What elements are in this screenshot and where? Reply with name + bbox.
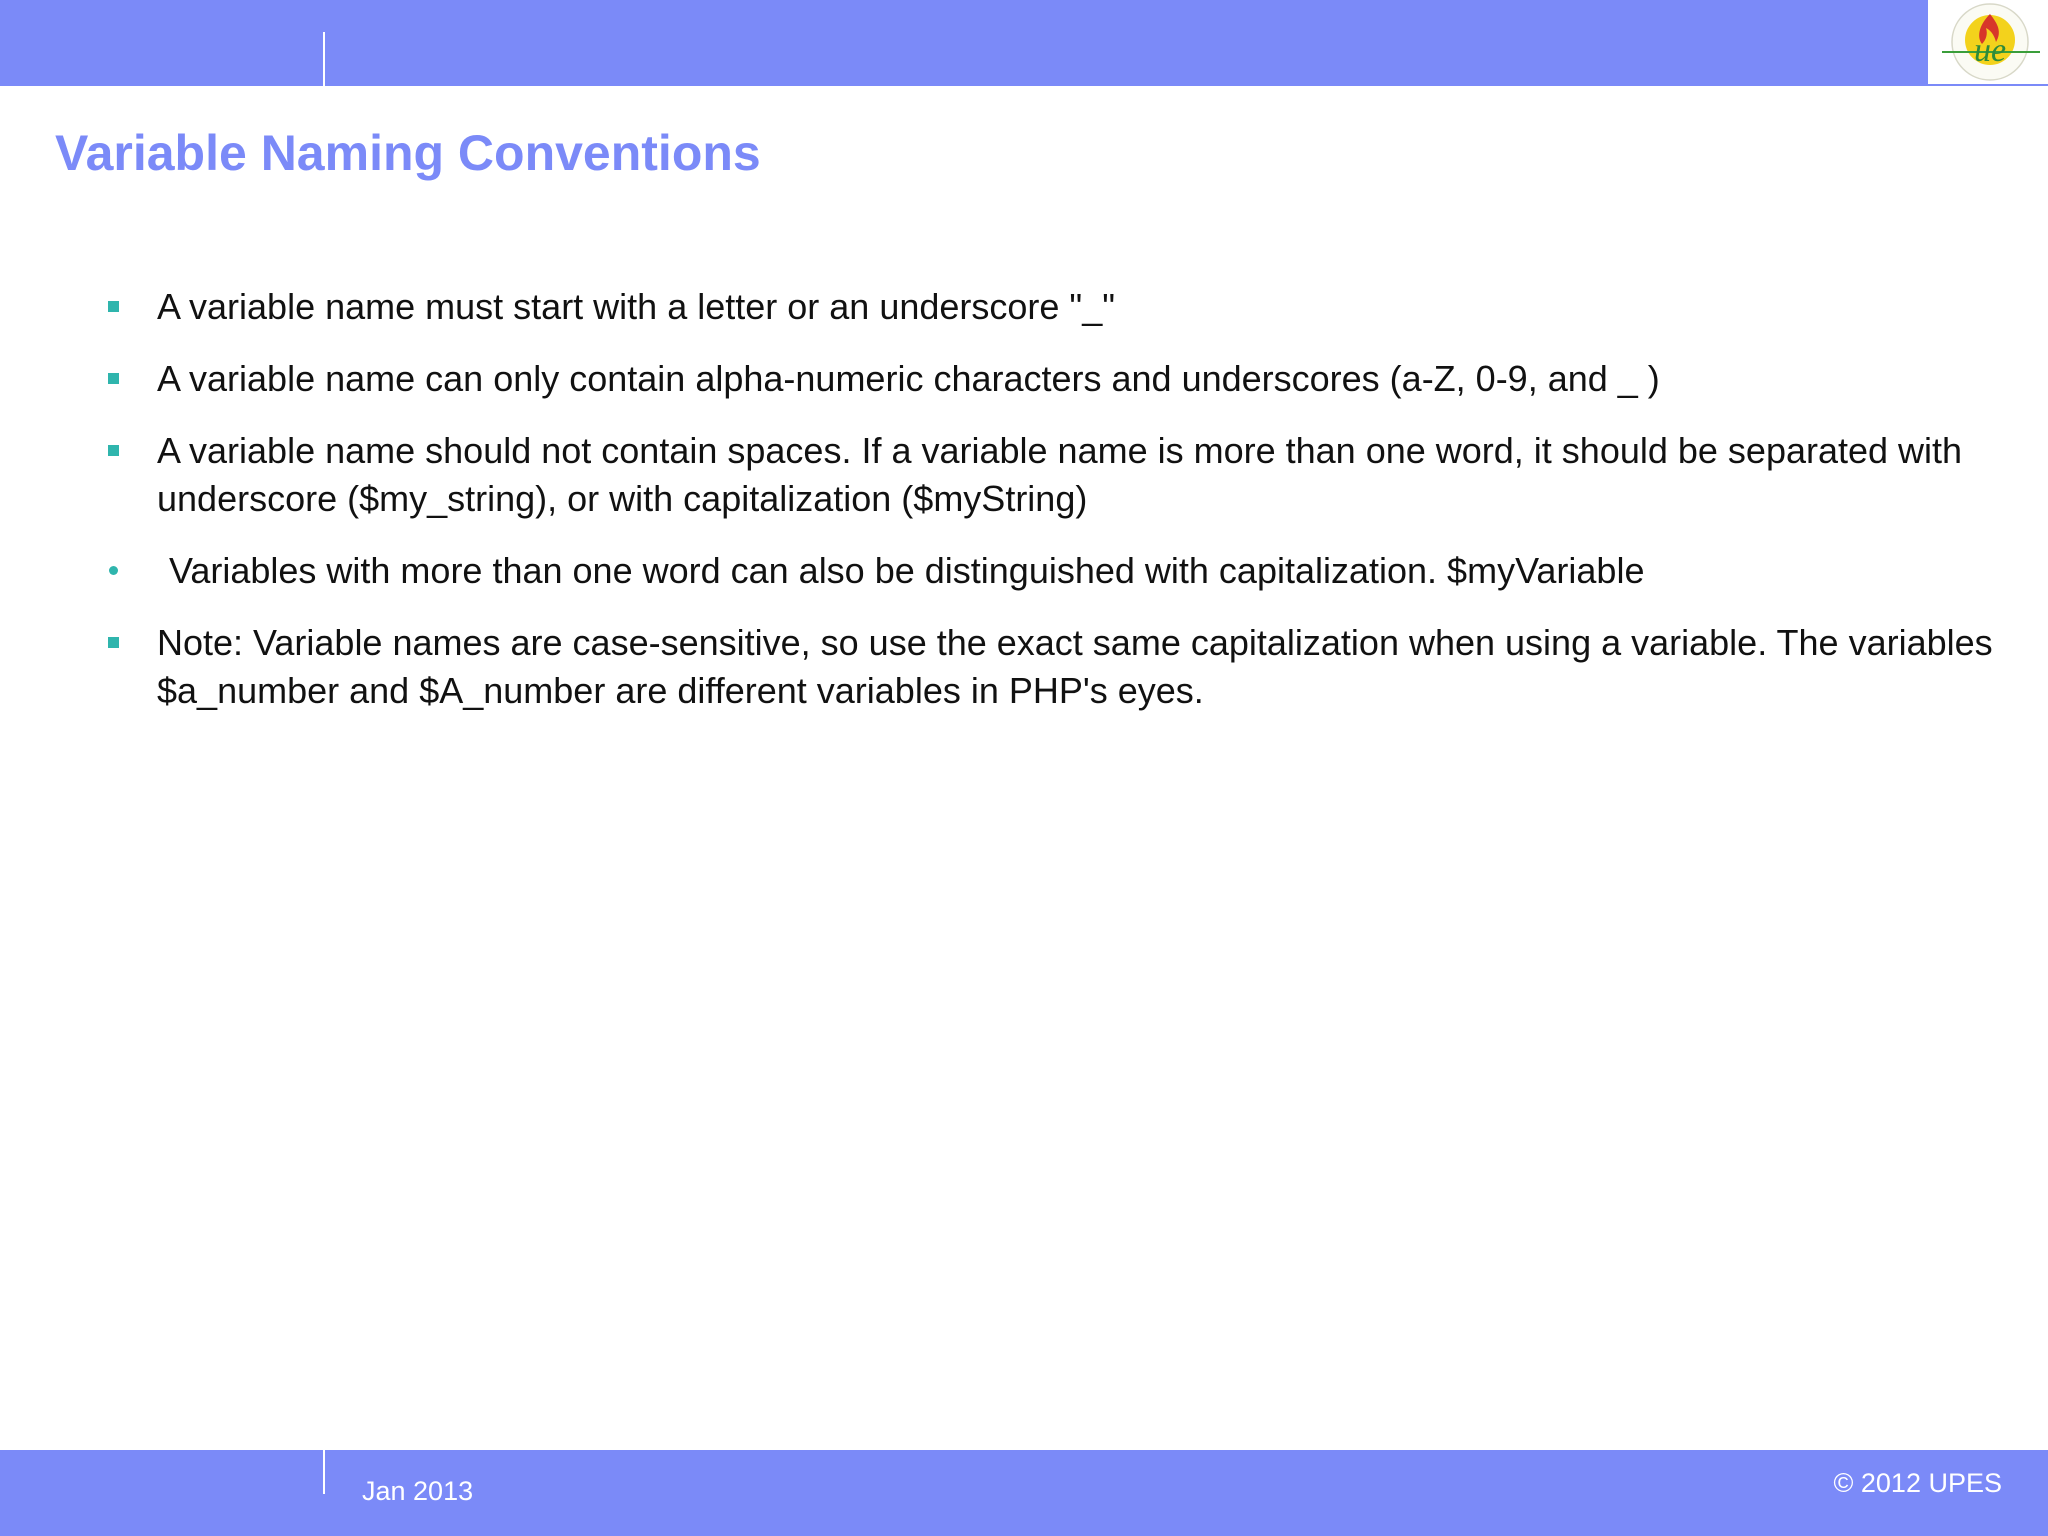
list-item	[100, 283, 2000, 331]
square-bullet-icon	[108, 445, 119, 456]
bullet-text: A variable name should not contain spaces. If a variable name is more than one word, it should be separated with underscore ($my_string), or with capitalization ($myString)	[157, 430, 1963, 519]
square-bullet-icon	[108, 373, 119, 384]
footer-copyright: © 2012 UPES	[1833, 1468, 2002, 1498]
list-item	[100, 619, 2000, 715]
footer-divider	[323, 1450, 325, 1494]
bullet-text: Note: Variable names are case-sensitive, so use the exact same capitalization when using a variable. The variables $a_number and $A_number are different variables in PHP's eyes.	[157, 622, 1993, 711]
square-bullet-icon	[108, 637, 119, 648]
list-item	[100, 427, 2000, 523]
bullet-text: A variable name must start with a letter or an underscore "_"	[157, 286, 1116, 327]
footer-band	[0, 1450, 2048, 1536]
header-divider	[323, 32, 325, 86]
list-item	[100, 355, 2000, 403]
round-bullet-icon	[109, 566, 118, 575]
footer-date: Jan 2013	[362, 1476, 474, 1506]
list-item	[100, 547, 2000, 595]
header-band	[0, 0, 2048, 86]
logo-text: ue	[1973, 32, 2007, 69]
square-bullet-icon	[108, 301, 119, 312]
bullet-text: A variable name can only contain alpha-numeric characters and underscores (a-Z, 0-9, and _ )	[157, 358, 1660, 399]
bullet-text: Variables with more than one word can also be distinguished with capitalization. $myVariable	[169, 550, 1645, 591]
logo	[1928, 0, 2048, 84]
bullet-list	[100, 283, 2000, 739]
slide-title: Variable Naming Conventions	[55, 125, 761, 181]
upes-logo-icon	[1928, 0, 2048, 84]
